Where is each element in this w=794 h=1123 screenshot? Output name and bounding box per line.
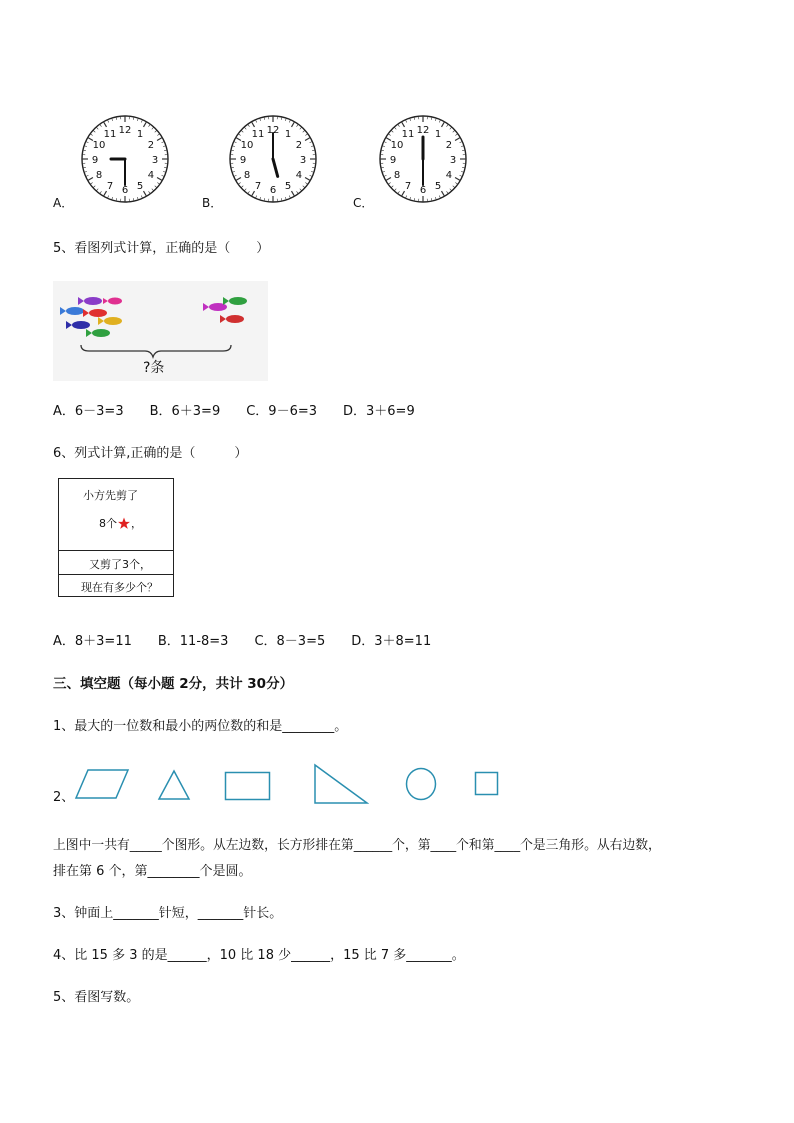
clock-number: 6 (419, 185, 427, 196)
clock-number: 10 (240, 140, 254, 151)
triangle-shape-1 (157, 768, 191, 802)
clock-number: 9 (239, 155, 247, 166)
clock-number: 5 (434, 180, 442, 192)
fill-question-1: 1、最大的一位数和最小的两位数的和是________。 (53, 719, 348, 734)
clock-face-c (377, 113, 469, 205)
fill-question-2-line-2: 排在第 6 个，第________个是圆。 (53, 864, 252, 879)
clock-number: 2 (295, 140, 303, 151)
word-problem-box (58, 478, 174, 597)
fish-icon (60, 297, 122, 337)
clock-number: 4 (147, 170, 155, 181)
option-b-label: B． (202, 196, 223, 210)
clock-number: 9 (91, 155, 99, 166)
clock-number: 11 (251, 129, 265, 141)
clock-number: 7 (404, 180, 412, 192)
clock-number: 7 (254, 180, 262, 192)
parallelogram-shape (74, 768, 130, 800)
star-icon (117, 517, 131, 530)
clock-number: 4 (295, 170, 303, 181)
clock-number: 9 (389, 155, 397, 166)
fish-picture (53, 281, 268, 381)
clock-number: 10 (390, 140, 404, 151)
option-c-label: C． (353, 196, 374, 210)
clock-number: 3 (151, 155, 159, 166)
circle-shape (404, 766, 438, 802)
clock-number: 2 (445, 140, 453, 151)
box-divider-1 (59, 550, 173, 551)
question-5-prompt: 5、看图列式计算，正确的是（ ） (53, 241, 270, 256)
clock-number: 4 (445, 170, 453, 181)
clock-number: 12 (416, 125, 430, 136)
clock-number: 1 (434, 129, 442, 141)
box-line-2-count: 8个 (99, 517, 117, 530)
question-6-options: A．8＋3=11 B．11-8=3 C．8－3=5 D．3＋8=11 (53, 634, 432, 649)
clock-number: 3 (449, 155, 457, 166)
brace (81, 345, 231, 357)
question-6-prompt: 6、列式计算,正确的是（ ） (53, 446, 248, 461)
clock-number: 8 (243, 170, 251, 181)
fill-question-3: 3、钟面上_______针短，_______针长。 (53, 906, 283, 921)
fill-question-2-line-1: 上图中一共有_____个图形。从左边数，长方形排在第______个，第____个和第____个是三角形。从右边数， (53, 838, 661, 853)
clock-number: 5 (136, 180, 144, 192)
clock-number: 8 (95, 170, 103, 181)
clock-number: 6 (121, 185, 129, 196)
box-line-1: 小方先剪了 (83, 489, 138, 502)
clock-number: 12 (118, 125, 132, 136)
square-shape (474, 771, 500, 797)
clock-face-b (227, 113, 319, 205)
clock-number: 8 (393, 170, 401, 181)
option-a-label: A． (53, 196, 74, 210)
section-3-heading: 三、填空题（每小题 2分，共计 30分） (53, 676, 294, 692)
clock-number: 1 (136, 129, 144, 141)
question-5-options: A．6－3=3 B．6＋3=9 C．9－6=3 D．3＋6=9 (53, 404, 415, 419)
triangle-shape-2 (313, 763, 369, 805)
clock-number: 3 (299, 155, 307, 166)
clock-face-a (79, 113, 171, 205)
fish-caption: ?条 (143, 360, 165, 376)
fill-question-2-label: 2、 (53, 790, 75, 805)
box-line-2 (99, 515, 142, 531)
box-line-3: 又剪了3个， (89, 558, 151, 571)
fill-question-5: 5、看图写数。 (53, 990, 140, 1005)
rectangle-shape (224, 771, 271, 801)
fill-question-4: 4、比 15 多 3 的是______，10 比 18 少______，15 比 7 多_______。 (53, 948, 465, 963)
clock-number: 11 (401, 129, 415, 141)
clock-number: 2 (147, 140, 155, 151)
clock-number: 11 (103, 129, 117, 141)
box-line-2-tail: ， (131, 517, 142, 530)
box-line-4: 现在有多少个？ (81, 581, 158, 594)
clock-number: 7 (106, 180, 114, 192)
clock-number: 1 (284, 129, 292, 141)
clock-number: 6 (269, 185, 277, 196)
clock-number: 5 (284, 180, 292, 192)
clock-number: 12 (266, 125, 280, 136)
box-divider-2 (59, 574, 173, 575)
fish-icon-right (203, 297, 247, 323)
clock-number: 10 (92, 140, 106, 151)
